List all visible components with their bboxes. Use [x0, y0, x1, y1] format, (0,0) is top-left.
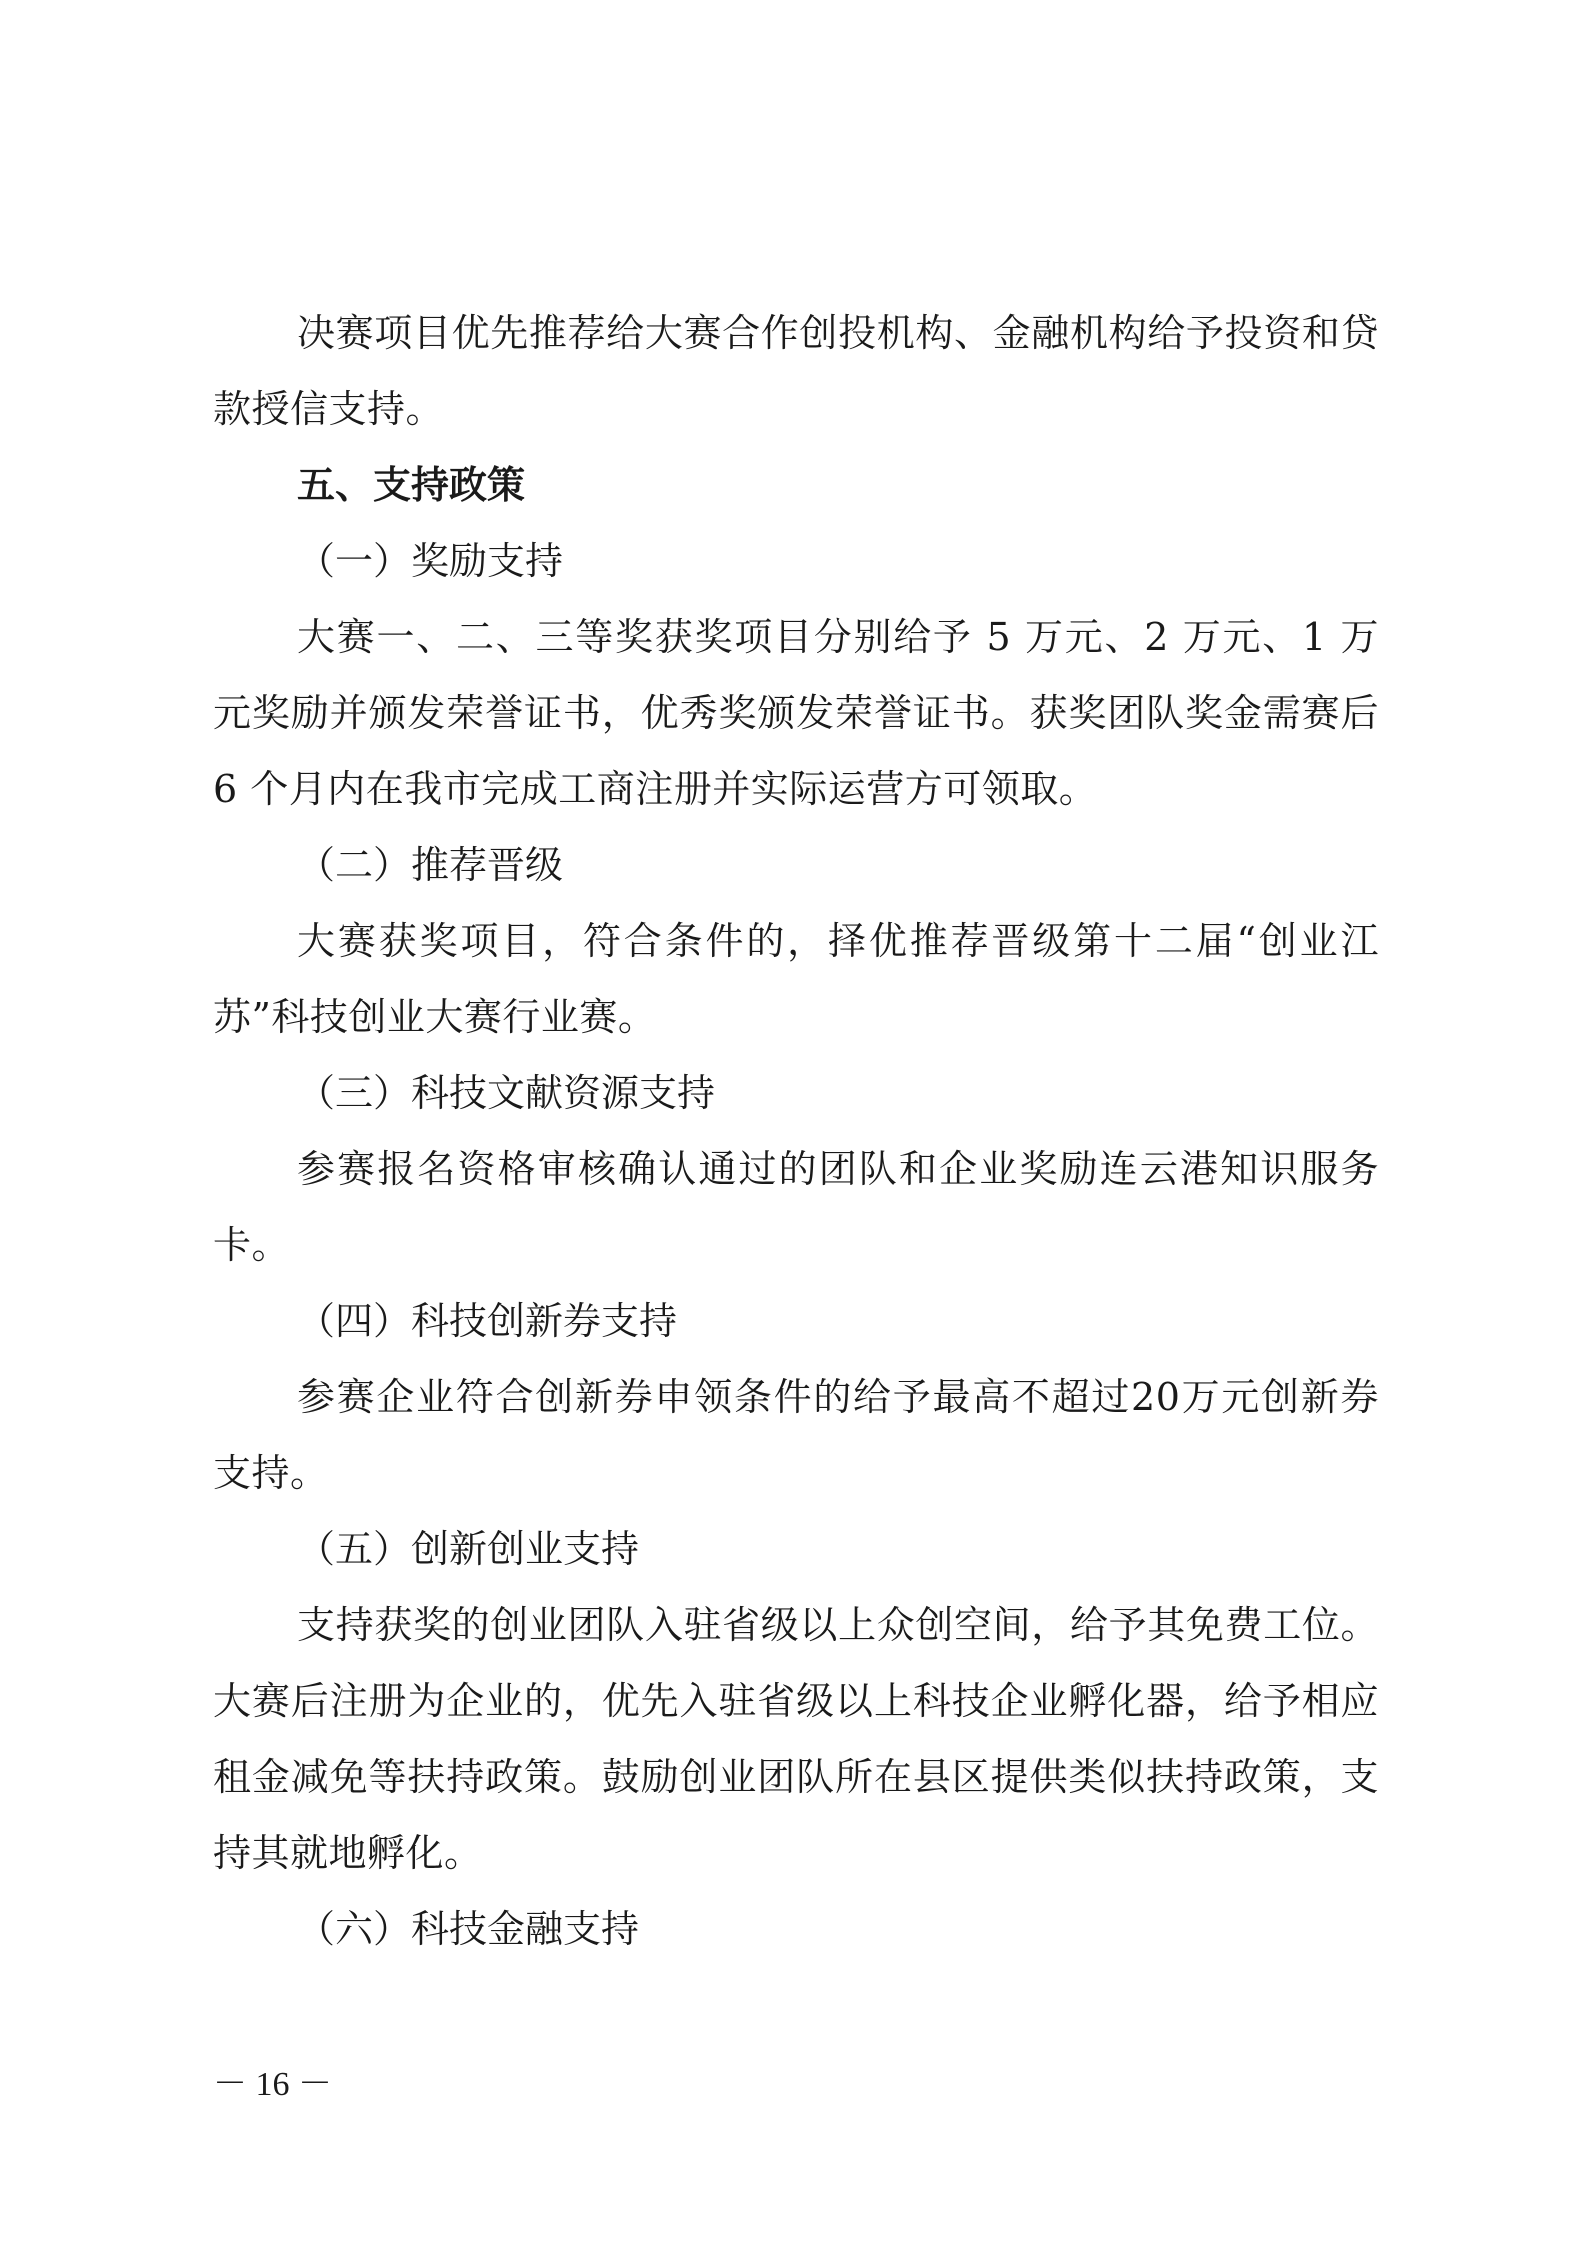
subheading-finance-support: （六）科技金融支持 — [297, 1907, 640, 1951]
paragraph-innovation-voucher: 参赛企业符合创新券申领条件的给予最高不超过20万元创新券支持。 — [213, 1375, 1379, 1495]
paragraph-promotion: 大赛获奖项目，符合条件的，择优推荐晋级第十二届“创业江苏”科技创业大赛行业赛。 — [213, 919, 1379, 1039]
subheading-entrepreneurship-support: （五）创新创业支持 — [297, 1527, 640, 1571]
page-number: － 16 － — [213, 2066, 332, 2103]
paragraph-investment-recommendation: 决赛项目优先推荐给大赛合作创投机构、金融机构给予投资和贷款授信支持。 — [213, 311, 1379, 431]
subheading-innovation-voucher: （四）科技创新券支持 — [297, 1299, 678, 1343]
paragraph-literature-resources: 参赛报名资格审核确认通过的团队和企业奖励连云港知识服务卡。 — [213, 1147, 1379, 1267]
paragraph-award-support: 大赛一、二、三等奖获奖项目分别给予 5 万元、2 万元、1 万元奖励并颁发荣誉证书，优秀奖颁发荣誉证书。获奖团队奖金需赛后 6 个月内在我市完成工商注册并实际运营方可领取。 — [213, 615, 1379, 811]
subheading-literature-resources: （三）科技文献资源支持 — [297, 1071, 716, 1115]
section-heading-support-policy: 五、支持政策 — [297, 463, 526, 507]
subheading-award-support: （一）奖励支持 — [297, 539, 564, 583]
paragraph-entrepreneurship-support: 支持获奖的创业团队入驻省级以上众创空间，给予其免费工位。大赛后注册为企业的，优先入驻省级以上科技企业孵化器，给予相应租金减免等扶持政策。鼓励创业团队所在县区提供类似扶持政策，支持其就地孵化。 — [213, 1603, 1379, 1875]
document-body — [213, 295, 1379, 1967]
subheading-promotion: （二）推荐晋级 — [297, 843, 564, 887]
